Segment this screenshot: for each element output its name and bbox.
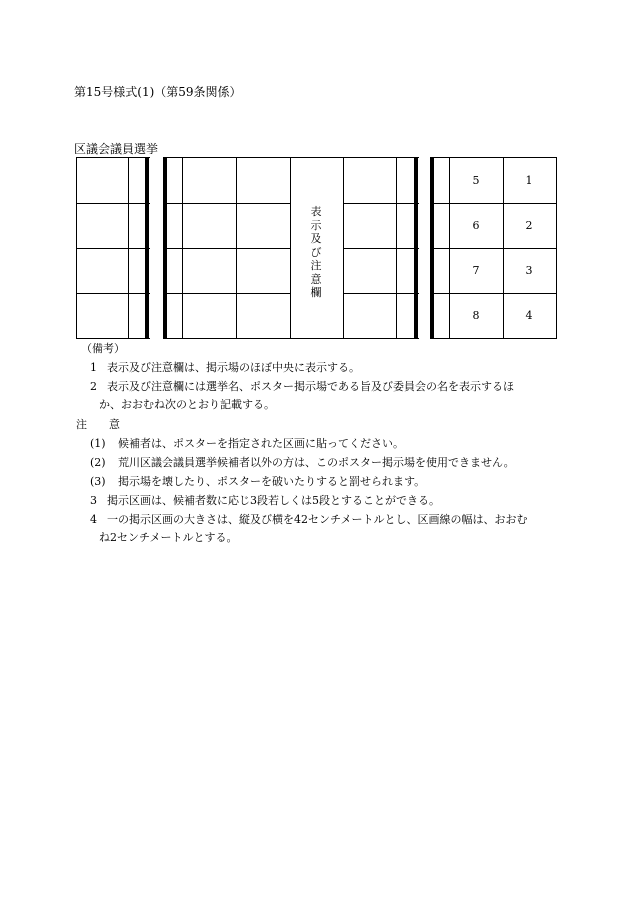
remark-number: 1 — [90, 361, 97, 374]
notice-column-char: 示 — [310, 218, 322, 232]
grid-number: 4 — [525, 309, 533, 322]
caution-heading: 注 意 — [76, 418, 120, 431]
notice-column-char: 注 — [310, 259, 322, 272]
remark-text: 表示及び注意欄には選挙名、ポスター掲示場である旨及び委員会の名を表示するほ — [107, 380, 514, 393]
remark-text-continued: か、おおむね次のとおり記載する。 — [99, 398, 275, 411]
notice-column — [290, 157, 343, 337]
remark-text-continued: ね2センチメートルとする。 — [99, 531, 238, 544]
notice-column-char: び — [310, 245, 322, 259]
grid-number: 6 — [472, 219, 480, 232]
grid-number: 1 — [525, 174, 533, 187]
remark-number: 4 — [90, 513, 97, 526]
notice-column-char: 欄 — [310, 286, 322, 299]
grid-number: 8 — [472, 309, 480, 322]
remark-text: 一の掲示区画の大きさは、縦及び横を42センチメートルとし、区画線の幅は、おおむ — [107, 513, 528, 526]
remark-number: 3 — [90, 494, 97, 507]
remark-number: 2 — [90, 380, 97, 393]
form-title: 第15号様式(1)（第59条関係） — [74, 85, 242, 99]
remark-text: 掲示区画は、候補者数に応じ3段若しくは5段とすることができる。 — [107, 494, 440, 507]
caution-text: 掲示場を壊したり、ポスターを破いたりすると罰せられます。 — [118, 475, 426, 488]
caution-number: (3) — [90, 475, 106, 488]
caution-text: 荒川区議会議員選挙候補者以外の方は、このポスター掲示場を使用できません。 — [118, 456, 515, 469]
election-title: 区議会議員選挙 — [74, 142, 159, 156]
caution-text: 候補者は、ポスターを指定された区画に貼ってください。 — [118, 437, 404, 450]
grid-number: 3 — [525, 264, 533, 277]
grid-number: 2 — [525, 219, 533, 232]
grid-number: 7 — [472, 264, 480, 277]
notice-column-label — [309, 205, 323, 300]
remarks-heading: （備考） — [81, 342, 125, 355]
notice-column-char: 意 — [310, 272, 322, 286]
caution-number: (2) — [90, 456, 106, 469]
poster-grid-left — [76, 157, 150, 339]
notice-column-char: 及 — [310, 232, 322, 245]
remark-text: 表示及び注意欄は、掲示場のほぼ中央に表示する。 — [107, 361, 360, 374]
caution-number: (1) — [90, 437, 106, 450]
notice-column-char: 表 — [310, 205, 322, 218]
grid-number: 5 — [472, 174, 480, 187]
